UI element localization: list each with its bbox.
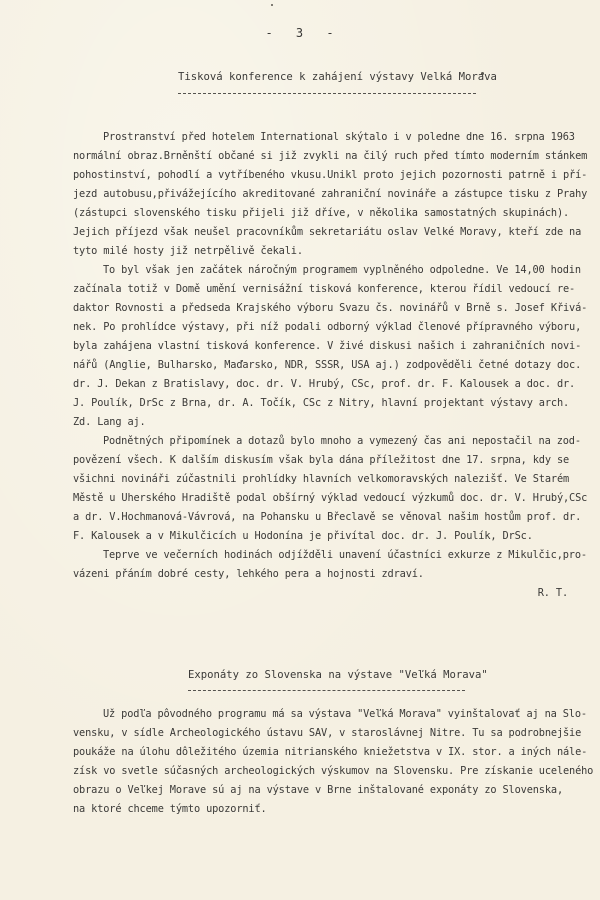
body-line: J. Poulík, DrSc z Brna, dr. A. Točík, CSc z Nitry, hlavní projektant výstavy arch. (73, 397, 570, 409)
signature: R. T. (537, 587, 568, 599)
body-line: nek. Po prohlídce výstavy, při níž podali odborný výklad členové přípravného výboru, (73, 321, 582, 333)
page-number: - 3 - (265, 26, 335, 40)
ink-speck (271, 4, 273, 6)
section-2-title-underline (188, 690, 465, 691)
body-line: normální obraz.Brněnští občané si již zvykli na čilý ruch před tímto moderním stánkem (73, 150, 588, 162)
section-2-body (73, 705, 594, 819)
body-line: a dr. V.Hochmanová-Vávrová, na Pohansku u Břeclavě se věnoval našim hostům prof. dr. (73, 511, 582, 523)
body-line: (zástupci slovenského tisku přijeli již dříve, v několika samostatných skupinách). (73, 207, 570, 219)
body-line: daktor Rovnosti a předseda Krajského výboru Svazu čs. novinářů v Brně s. Josef Křivá- (73, 302, 588, 314)
body-line: vázeni přáním dobré cesty, lehkého pera a hojnosti zdraví. (73, 568, 424, 580)
body-line: To byl však jen začátek náročným programem vyplněného odpoledne. Ve 14,00 hodin (103, 264, 581, 276)
body-line: byla zahájena vlastní tisková konference. V živé diskusi našich i zahraničních novi- (73, 340, 582, 352)
body-line: vensku, v sídle Archeologického ústavu SAV, v staroslávnej Nitre. Tu sa podrobnejšie (73, 727, 582, 739)
section-1-title-underline (178, 93, 476, 94)
body-line: dr. J. Dekan z Bratislavy, doc. dr. V. Hrubý, CSc, prof. dr. F. Kalousek a doc. dr. (73, 378, 576, 390)
body-line: Jejich příjezd však neušel pracovníkům sekretariátu oslav Velké Moravy, kteří zde na (73, 226, 582, 238)
body-line: Už podľa pôvodného programu má sa výstava "Veľká Morava" vyinštalovať aj na Slo- (103, 708, 587, 720)
body-line: získ vo svetle súčasných archeologických výskumov na Slovensku. Pre získanie uceleného (73, 765, 594, 777)
body-line: nářů (Anglie, Bulharsko, Maďarsko, NDR, SSSR, USA aj.) zodpověděli četné dotazy doc. (73, 359, 582, 371)
section-1-title: Tisková konference k zahájení výstavy Velká Morava (178, 71, 497, 83)
section-1-body (73, 128, 588, 603)
body-line: tyto milé hosty již netrpělivě čekali. (73, 245, 303, 257)
body-line: F. Kalousek a v Mikulčicích u Hodonína je přivítal doc. dr. J. Poulík, DrSc. (73, 530, 533, 542)
body-line: pohostinství, pohodlí a vytříbeného vkusu.Unikl proto jejich pozornosti patrně i pří- (73, 169, 588, 181)
body-line: Zd. Lang aj. (73, 416, 146, 428)
body-line: na ktoré chceme týmto upozorniť. (73, 803, 267, 815)
body-line: jezd autobusu,přivážejícího akreditované zahraniční novináře a zástupce tisku z Prahy (73, 188, 588, 200)
body-line: všichni novináři zúčastnili prohlídky hlavních velkomoravských nalezišť. Ve Starém (73, 473, 570, 485)
body-line: Teprve ve večerních hodinách odjížděli unavení účastníci exkurze z Mikulčic,pro- (103, 549, 587, 561)
body-line: Městě u Uherského Hradiště podal obšírný výklad vedoucí výzkumů doc. dr. V. Hrubý,CSc (73, 492, 588, 504)
body-line: povězení všech. K dalším diskusím však byla dána příležitost dne 17. srpna, kdy se (73, 454, 570, 466)
section-2-title: Exponáty zo Slovenska na výstave "Veľká Morava" (188, 669, 488, 681)
body-line: Prostranství před hotelem International skýtalo i v poledne dne 16. srpna 1963 (103, 131, 575, 143)
body-line: Podnětných připomínek a dotazů bylo mnoho a vymezený čas ani nepostačil na zod- (103, 435, 581, 447)
body-line: obrazu o Veľkej Morave sú aj na výstave v Brne inštalované exponáty zo Slovenska, (73, 784, 563, 796)
body-line: začínala totiž v Domě umění vernisážní tisková konference, kterou řídil vedoucí re- (73, 283, 576, 295)
body-line: poukáže na úlohu dôležitého územia nitrianského kniežetstva v IX. stor. a iných nále- (73, 746, 588, 758)
